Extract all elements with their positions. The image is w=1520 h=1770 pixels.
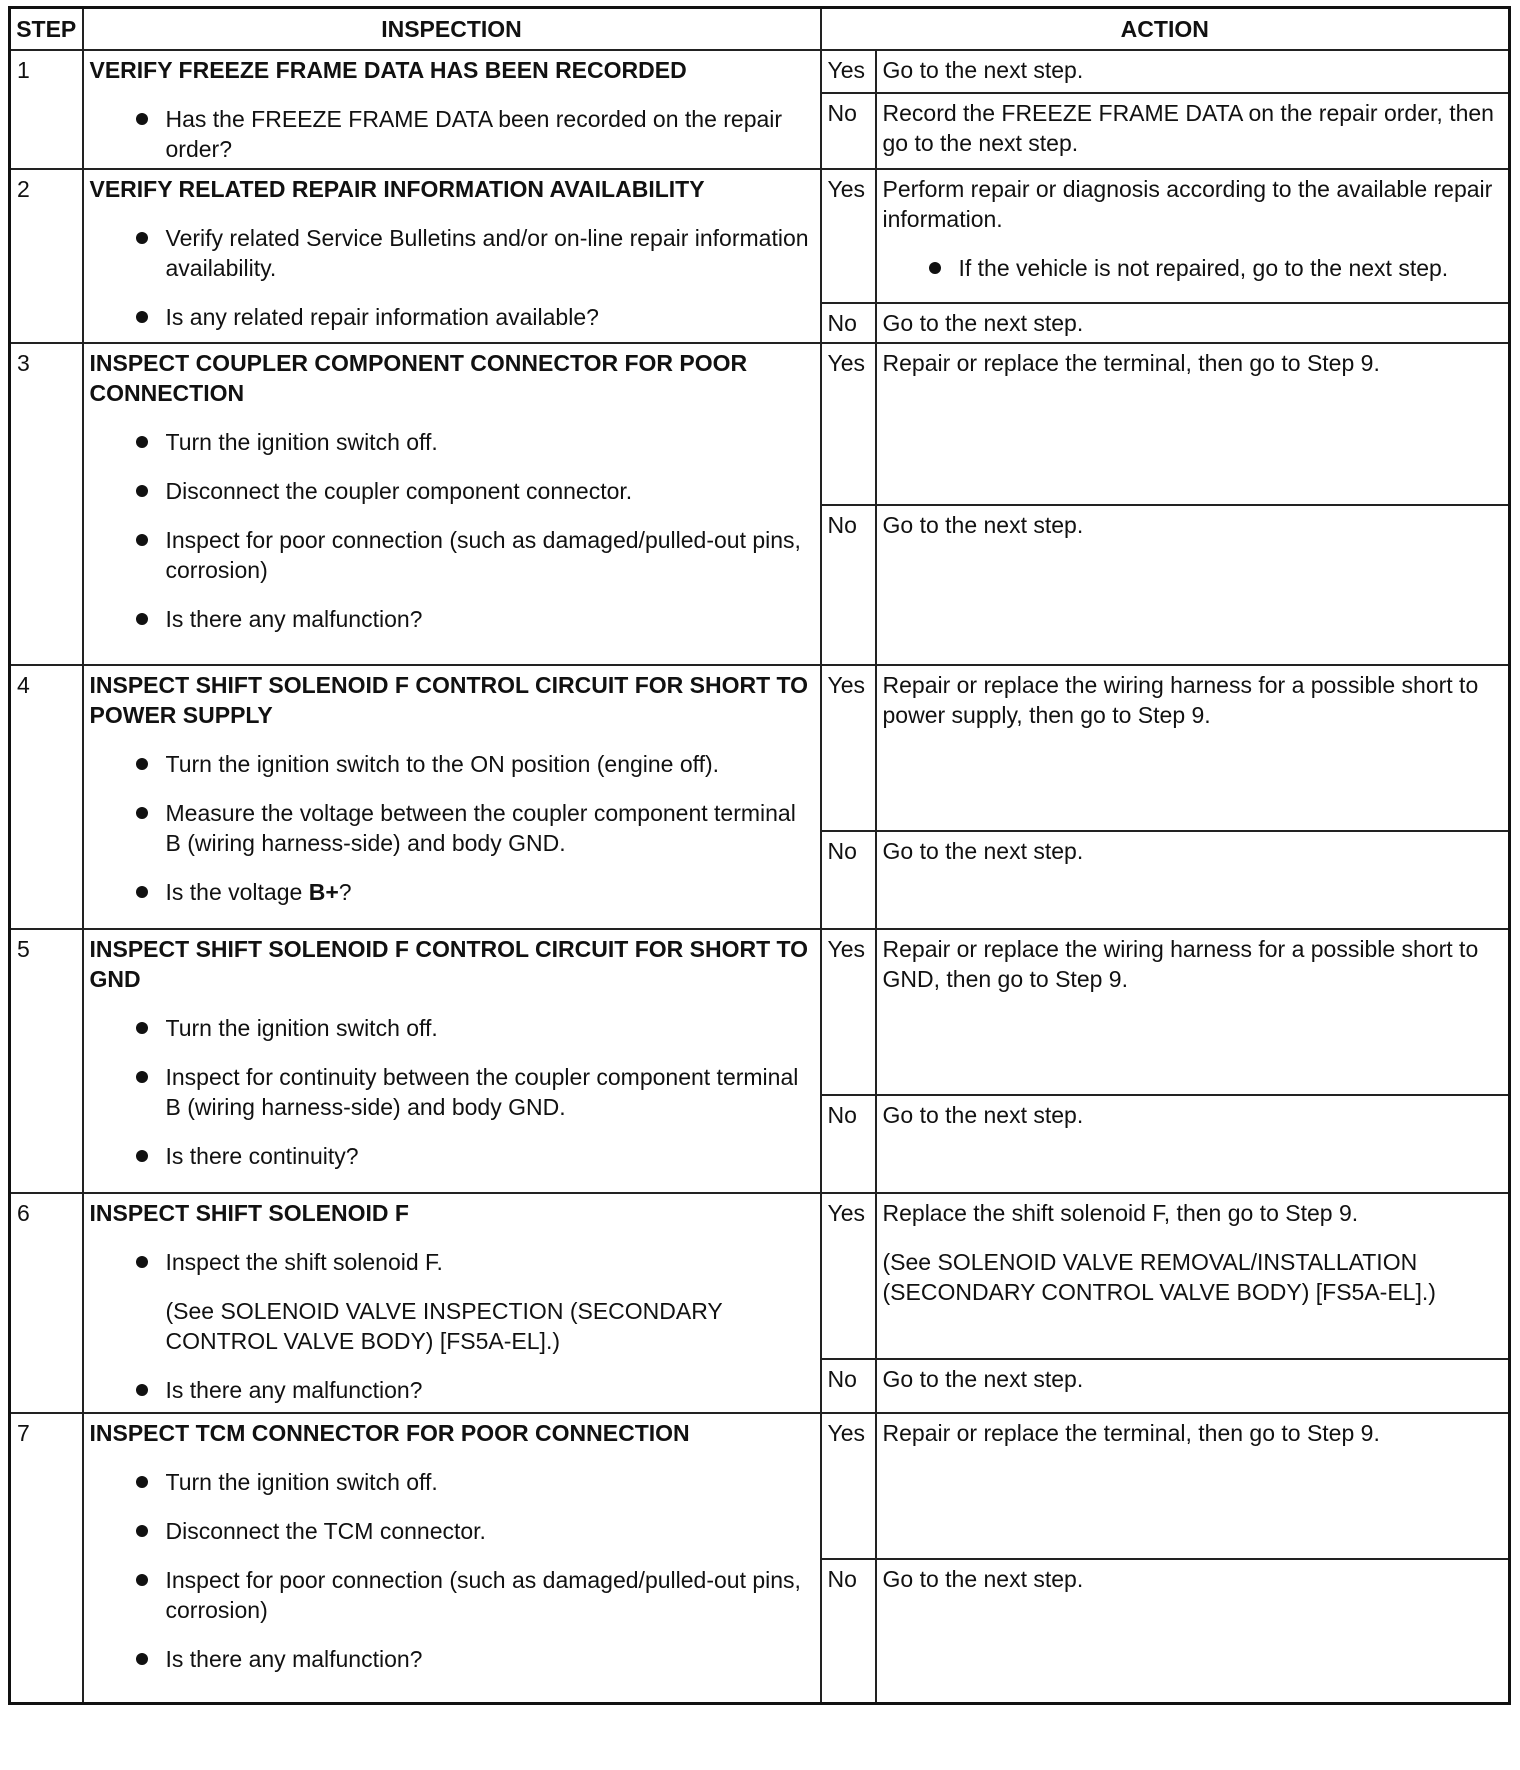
reference-note: (See SOLENOID VALVE INSPECTION (SECONDARY CONTROL VALVE BODY) [FS5A-EL].): [165, 1298, 723, 1354]
step-inspection: [83, 169, 821, 343]
step-inspection: [83, 343, 821, 665]
inspection-list: [90, 1013, 816, 1171]
yes-action: [876, 1193, 1510, 1359]
step-2-yes-row: [10, 169, 1510, 303]
inspection-bullet: Turn the ignition switch to the ON position (engine off).: [166, 749, 816, 779]
no-label: No: [821, 1559, 876, 1704]
header-action: ACTION: [821, 8, 1510, 51]
step-5-yes-row: [10, 929, 1510, 1095]
step-number: 4: [10, 665, 83, 929]
step-number: 7: [10, 1413, 83, 1704]
inspection-bullet: Inspect the shift solenoid F.: [166, 1247, 816, 1277]
step-7-yes-row: [10, 1413, 1510, 1559]
inspection-list: [90, 223, 816, 332]
step-inspection: [83, 665, 821, 929]
yes-label: Yes: [821, 50, 876, 93]
yes-label: Yes: [821, 929, 876, 1095]
inspection-bullet: Is any related repair information available?: [166, 302, 816, 332]
yes-label: Yes: [821, 343, 876, 505]
inspection-list: [90, 1247, 816, 1277]
no-action: Go to the next step.: [876, 303, 1510, 343]
step-1-yes-row: [10, 50, 1510, 93]
yes-label: Yes: [821, 1193, 876, 1359]
inspection-bullet: Inspect for poor connection (such as damaged/pulled-out pins, corrosion): [166, 525, 816, 585]
step-title: INSPECT SHIFT SOLENOID F CONTROL CIRCUIT FOR SHORT TO POWER SUPPLY: [89, 672, 809, 728]
yes-label: Yes: [821, 169, 876, 303]
step-title: INSPECT TCM CONNECTOR FOR POOR CONNECTION: [89, 1420, 690, 1446]
yes-action: Go to the next step.: [876, 50, 1510, 93]
step-title: INSPECT COUPLER COMPONENT CONNECTOR FOR POOR CONNECTION: [89, 350, 748, 406]
yes-action-list: [883, 253, 1505, 283]
yes-action-text: Perform repair or diagnosis according to the available repair information.: [882, 176, 1493, 232]
no-label: No: [821, 505, 876, 665]
inspection-bullet: Measure the voltage between the coupler component terminal B (wiring harness-side) and body GND.: [166, 798, 816, 858]
step-number: 1: [10, 50, 83, 169]
inspection-bullet: Inspect for continuity between the coupler component terminal B (wiring harness-side) and body GND.: [166, 1062, 816, 1122]
step-number: 3: [10, 343, 83, 665]
header-step: STEP: [10, 8, 83, 51]
inspection-bullet: Has the FREEZE FRAME DATA been recorded on the repair order?: [166, 104, 816, 164]
step-inspection: [83, 50, 821, 169]
no-action: Go to the next step.: [876, 1559, 1510, 1704]
inspection-bullet: Verify related Service Bulletins and/or on-line repair information availability.: [166, 223, 816, 283]
inspection-list: [90, 104, 816, 164]
no-action: Go to the next step.: [876, 1359, 1510, 1413]
yes-label: Yes: [821, 665, 876, 831]
inspection-list: [90, 427, 816, 634]
inspection-bullet: Is there continuity?: [166, 1141, 816, 1171]
no-action: Go to the next step.: [876, 505, 1510, 665]
diagnostic-table: [8, 6, 1511, 1705]
step-title: INSPECT SHIFT SOLENOID F CONTROL CIRCUIT FOR SHORT TO GND: [89, 936, 809, 992]
yes-action: Repair or replace the terminal, then go to Step 9.: [876, 343, 1510, 505]
no-label: No: [821, 93, 876, 169]
no-action: Go to the next step.: [876, 831, 1510, 929]
inspection-bullet: Turn the ignition switch off.: [166, 427, 816, 457]
step-4-yes-row: [10, 665, 1510, 831]
step-3-yes-row: [10, 343, 1510, 505]
inspection-bullet: Disconnect the coupler component connector.: [166, 476, 816, 506]
inspection-bullet: [166, 877, 816, 907]
no-action: Go to the next step.: [876, 1095, 1510, 1193]
no-label: No: [821, 831, 876, 929]
voltage-value: B+: [308, 879, 339, 905]
step-inspection: [83, 1193, 821, 1413]
step-6-yes-row: [10, 1193, 1510, 1359]
step-number: 6: [10, 1193, 83, 1413]
step-inspection: [83, 1413, 821, 1704]
header-row: [10, 8, 1510, 51]
bullet-text: Is the voltage: [165, 879, 309, 905]
header-inspection: INSPECTION: [83, 8, 821, 51]
no-label: No: [821, 303, 876, 343]
no-label: No: [821, 1095, 876, 1193]
no-action: Record the FREEZE FRAME DATA on the repair order, then go to the next step.: [876, 93, 1510, 169]
inspection-list: [90, 1375, 816, 1405]
inspection-bullet: Disconnect the TCM connector.: [166, 1516, 816, 1546]
inspection-bullet: Turn the ignition switch off.: [166, 1013, 816, 1043]
step-number: 5: [10, 929, 83, 1193]
yes-action: [876, 169, 1510, 303]
step-number: 2: [10, 169, 83, 343]
yes-action: Repair or replace the wiring harness for a possible short to GND, then go to Step 9.: [876, 929, 1510, 1095]
step-title: INSPECT SHIFT SOLENOID F: [89, 1200, 409, 1226]
yes-action-note: (See SOLENOID VALVE REMOVAL/INSTALLATION (SECONDARY CONTROL VALVE BODY) [FS5A-EL].): [882, 1249, 1436, 1305]
step-inspection: [83, 929, 821, 1193]
no-label: No: [821, 1359, 876, 1413]
bullet-text: ?: [338, 879, 352, 905]
step-title: VERIFY FREEZE FRAME DATA HAS BEEN RECORDED: [89, 57, 687, 83]
yes-action: Repair or replace the terminal, then go to Step 9.: [876, 1413, 1510, 1559]
yes-label: Yes: [821, 1413, 876, 1559]
yes-action-bullet: If the vehicle is not repaired, go to the next step.: [959, 253, 1505, 283]
inspection-bullet: Turn the ignition switch off.: [166, 1467, 816, 1497]
step-title: VERIFY RELATED REPAIR INFORMATION AVAILABILITY: [89, 176, 705, 202]
yes-action: Repair or replace the wiring harness for a possible short to power supply, then go to Step 9.: [876, 665, 1510, 831]
inspection-bullet: Is there any malfunction?: [166, 1644, 816, 1674]
diagnostic-procedure: [8, 6, 1508, 1705]
yes-action-text: Replace the shift solenoid F, then go to Step 9.: [882, 1200, 1359, 1226]
inspection-list: [90, 1467, 816, 1674]
inspection-list: [90, 749, 816, 907]
inspection-bullet: Inspect for poor connection (such as damaged/pulled-out pins, corrosion): [166, 1565, 816, 1625]
inspection-bullet: Is there any malfunction?: [166, 1375, 816, 1405]
inspection-bullet: Is there any malfunction?: [166, 604, 816, 634]
